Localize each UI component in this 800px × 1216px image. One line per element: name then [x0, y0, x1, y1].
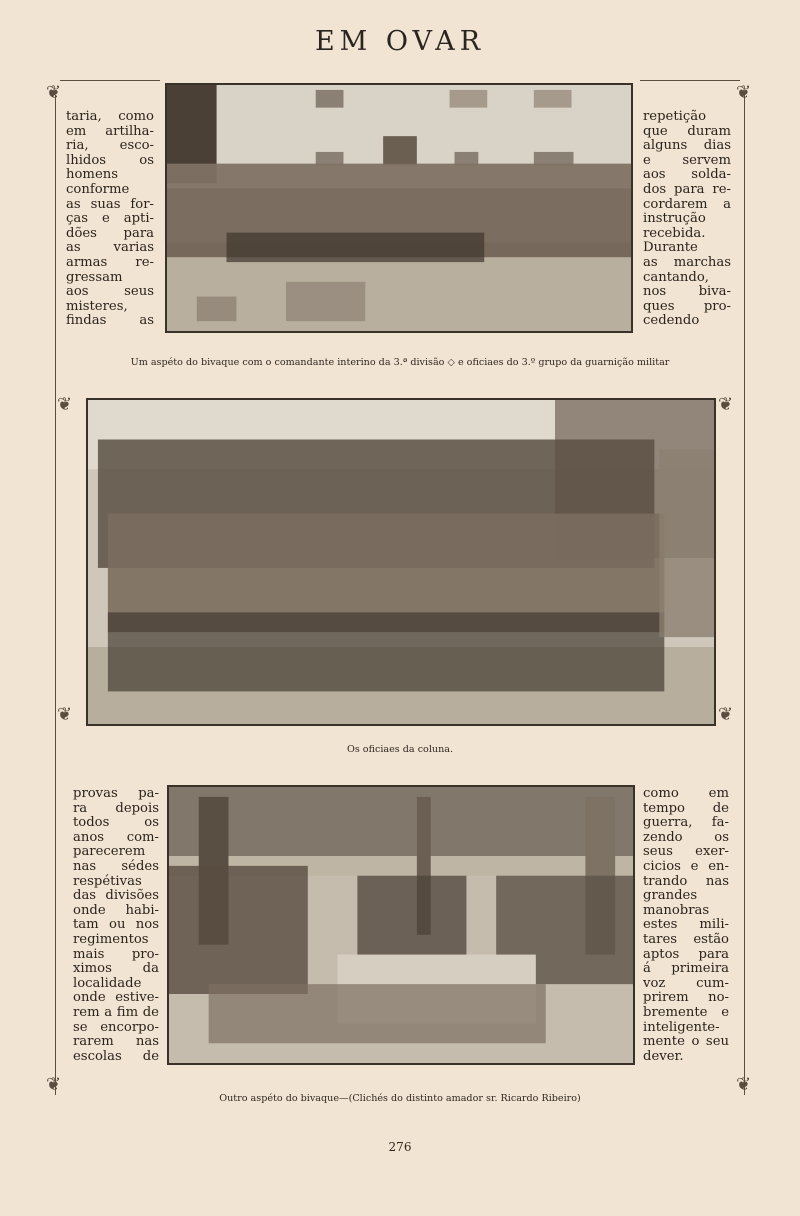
article-column-left-2 — [73, 787, 159, 1064]
corner-ornament-icon: ❦ — [46, 82, 62, 103]
text-line: onde habi- — [73, 902, 159, 918]
text-line: escolas de — [73, 1048, 159, 1064]
photo-caption-1: Um aspéto do bivaque com o comandante interino da 3.ª divisão ◇ e oficiaes do 3.º grupo da guarnição militar — [130, 357, 670, 368]
text-line: trando nas — [643, 873, 729, 889]
text-line: as suas for- — [66, 196, 154, 212]
text-line: parecerem — [73, 844, 146, 860]
text-line: alguns dias — [643, 138, 731, 154]
photo-caption-2: Os oficiaes da coluna. — [346, 744, 454, 755]
frame-top-left-rule — [60, 80, 160, 81]
text-line: aptos para — [643, 946, 729, 962]
text-line: que duram — [643, 123, 731, 139]
corner-ornament-icon: ❦ — [57, 394, 73, 415]
text-line: como em — [643, 786, 729, 801]
text-line: misteres, — [66, 298, 128, 314]
text-line: inteligente- — [643, 1019, 720, 1035]
text-line: anos com- — [73, 829, 159, 845]
article-column-right-2 — [643, 787, 729, 1064]
page-title: EM OVAR — [314, 26, 486, 57]
text-line: aos solda- — [643, 167, 731, 183]
text-line: regimentos — [73, 931, 149, 947]
text-line: nos biva- — [643, 284, 731, 300]
text-line: Durante — [643, 240, 698, 256]
text-line: dos para re- — [643, 181, 731, 197]
text-line: mais pro- — [73, 946, 159, 962]
text-line: tares estão — [643, 931, 729, 947]
text-line: tempo de — [643, 800, 729, 816]
text-line: manobras — [643, 902, 710, 918]
text-line: ximos da — [73, 961, 159, 977]
text-line: localidade — [73, 975, 142, 991]
text-line: todos os — [73, 815, 159, 831]
corner-ornament-icon: ❦ — [718, 704, 734, 725]
corner-ornament-icon: ❦ — [57, 704, 73, 725]
article-column-left-1 — [66, 110, 154, 329]
text-line: das divisões — [73, 888, 159, 904]
text-line: instrução — [643, 211, 706, 227]
frame-right-rule — [744, 95, 745, 1095]
text-line: dões para — [66, 225, 154, 241]
text-line: em artilha- — [66, 123, 154, 139]
text-line: rarem nas — [73, 1034, 159, 1050]
text-line: cordarem a — [643, 196, 731, 212]
text-line: cantando, — [643, 269, 709, 285]
corner-ornament-icon: ❦ — [46, 1074, 62, 1095]
text-line: aos seus — [66, 284, 154, 300]
text-line: ças e apti- — [66, 211, 154, 227]
text-line: seus exer- — [643, 844, 729, 860]
text-line: gressam — [66, 269, 123, 285]
text-line: respétivas — [73, 873, 142, 889]
text-line: as varias — [66, 240, 154, 256]
frame-top-right-rule — [640, 80, 740, 81]
frame-left-rule — [55, 95, 56, 1095]
text-line: recebida. — [643, 225, 706, 241]
text-line: mente o seu — [643, 1034, 729, 1050]
text-line: cicios e en- — [643, 858, 729, 874]
text-line: ques pro- — [643, 298, 731, 314]
text-line: zendo os — [643, 829, 729, 845]
text-line: rem a fim de — [73, 1004, 159, 1020]
text-line: bremente e — [643, 1004, 729, 1020]
text-line: estes mili- — [643, 917, 729, 933]
text-line: as marchas — [643, 254, 731, 270]
text-line: ra depois — [73, 800, 159, 816]
corner-ornament-icon: ❦ — [736, 1074, 752, 1095]
text-line: ria, esco- — [66, 138, 154, 154]
text-line: onde estive- — [73, 990, 159, 1006]
text-line: armas re- — [66, 254, 154, 270]
photo-bivouac-street — [167, 785, 635, 1065]
text-line: nas sédes — [73, 858, 159, 874]
corner-ornament-icon: ❦ — [718, 394, 734, 415]
text-line: voz cum- — [643, 975, 729, 991]
text-line: dever. — [643, 1048, 684, 1064]
corner-ornament-icon: ❦ — [736, 82, 752, 103]
text-line: repetição — [643, 109, 707, 124]
text-line: provas pa- — [73, 786, 159, 801]
text-line: á primeira — [643, 961, 729, 977]
text-line: e servem — [643, 152, 731, 168]
photo-bivouac-commander — [165, 83, 633, 333]
photo-column-officers — [86, 398, 716, 726]
text-line: homens — [66, 167, 119, 183]
page-number: 276 — [388, 1140, 412, 1154]
text-line: guerra, fa- — [643, 815, 729, 831]
photo-caption-3: Outro aspéto do bivaque—(Clichés do distinto amador sr. Ricardo Ribeiro) — [219, 1093, 581, 1104]
article-column-right-1 — [643, 110, 731, 329]
text-line: lhidos os — [66, 152, 154, 168]
text-line: findas as — [66, 313, 154, 329]
text-line: conforme — [66, 181, 130, 197]
text-line: se encorpo- — [73, 1019, 159, 1035]
text-line: cedendo — [643, 313, 700, 329]
text-line: taria, como — [66, 109, 154, 124]
text-line: tam ou nos — [73, 917, 159, 933]
text-line: prirem no- — [643, 990, 729, 1006]
text-line: grandes — [643, 888, 698, 904]
